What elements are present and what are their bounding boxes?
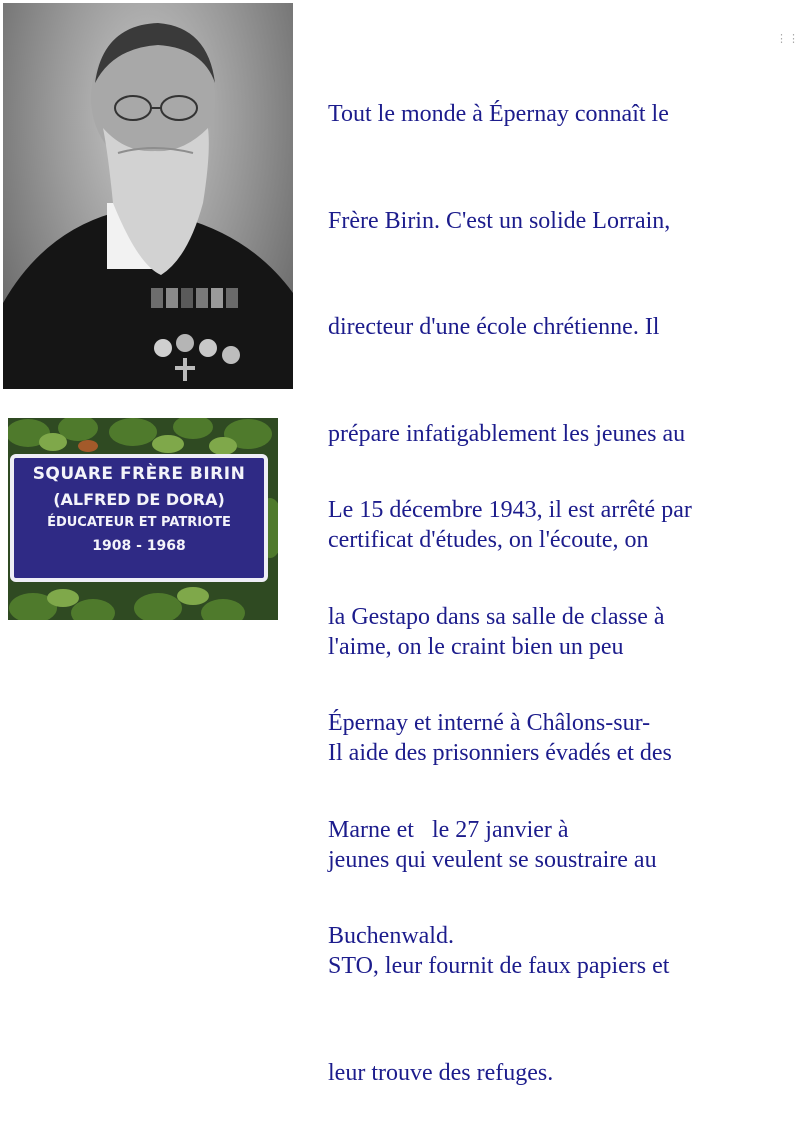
text-line: STO, leur fournit de faux papiers et [328, 953, 670, 979]
plaque-line-1: SQUARE FRÈRE BIRIN [32, 464, 246, 484]
biography-paragraph-2 [328, 422, 692, 990]
text-line: certificat d'études, on l'écoute, on [328, 527, 649, 553]
text-line: leur trouve des refuges. [328, 1059, 554, 1086]
text-line: l'aime, on le craint bien un peu [328, 633, 624, 660]
text-line: Buchenwald. [328, 923, 454, 949]
text-line: Frère Birin. C'est un solide Lorrain, [328, 207, 671, 234]
portrait-photo [3, 3, 293, 389]
text-line: Il aide des prisonniers évadés et des [328, 740, 672, 766]
text-line: Marne et le 27 janvier à [328, 816, 569, 843]
text-line: prépare infatigablement les jeunes au [328, 420, 686, 447]
text-line: Épernay et interné à Châlons-sur- [328, 710, 651, 736]
street-name-plaque [10, 454, 268, 582]
text-line: Le 15 décembre 1943, il est arrêté par [328, 497, 692, 523]
plaque-line-3: ÉDUCATEUR ET PATRIOTE [47, 515, 231, 530]
text-line: jeunes qui veulent se soustraire au [328, 846, 657, 873]
street-sign-photo [8, 418, 278, 620]
text-line: Tout le monde à Épernay connaît le [328, 101, 669, 127]
text-line: directeur d'une école chrétienne. Il [328, 314, 660, 340]
dotted-mark: ⋮⋮ [776, 32, 800, 45]
plaque-line-2: (ALFRED DE DORA) [53, 490, 225, 509]
text-line: la Gestapo dans sa salle de classe à [328, 603, 665, 630]
plaque-line-4: 1908 - 1968 [92, 538, 186, 554]
